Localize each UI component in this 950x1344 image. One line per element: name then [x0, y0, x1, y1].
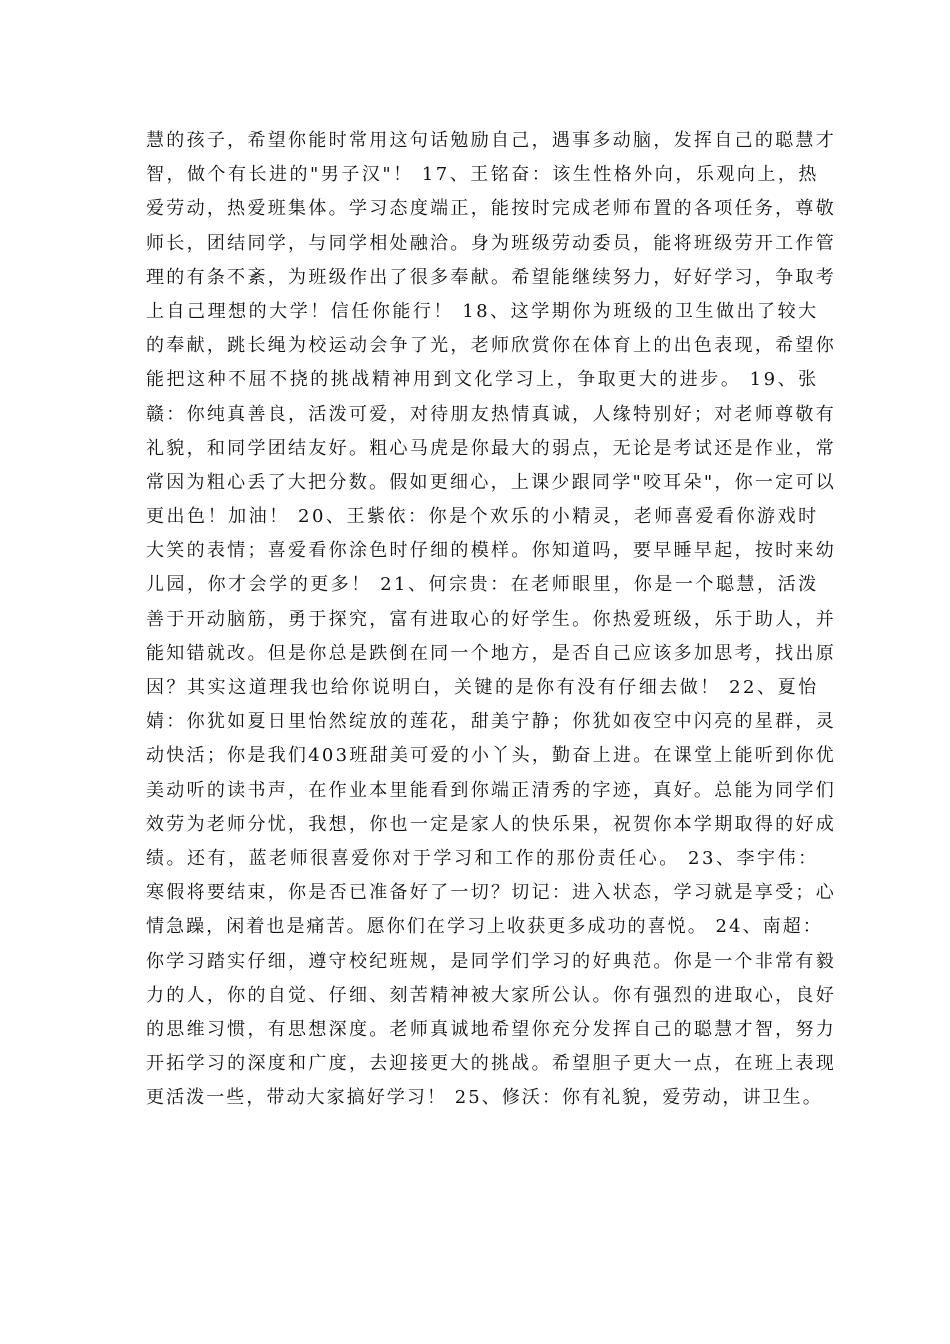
body-text — [146, 124, 836, 1115]
text-line: 礼貌，和同学团结友好。粗心马虎是你最大的弱点，无论是考试还是作业，常 — [146, 437, 836, 459]
text-line: 理的有条不紊，为班级作出了很多奉献。希望能继续努力，好好学习，争取考 — [146, 266, 836, 288]
text-line: 善于开动脑筋，勇于探究，富有进取心的好学生。你热爱班级，乐于助人，并 — [146, 608, 836, 630]
text-line: 情急躁，闲着也是痛苦。愿你们在学习上收获更多成功的喜悦。 24、南超： — [146, 916, 823, 938]
text-line: 力的人，你的自觉、仔细、刻苦精神被大家所公认。你有强烈的进取心，良好 — [146, 984, 836, 1006]
text-line: 的奉献，跳长绳为校运动会争了光，老师欣赏你在体育上的出色表现，希望你 — [146, 335, 836, 357]
text-line: 婧：你犹如夏日里怡然绽放的莲花，甜美宁静；你犹如夜空中闪亮的星群，灵 — [146, 711, 836, 733]
text-line: 美动听的读书声，在作业本里能看到你端正清秀的字迹，真好。总能为同学们 — [146, 779, 836, 801]
text-line: 动快活；你是我们403班甜美可爱的小丫头，勤奋上进。在课堂上能听到你优 — [146, 745, 836, 767]
text-line: 效劳为老师分忧，我想，你也一定是家人的快乐果，祝贺你本学期取得的好成 — [146, 813, 836, 835]
text-line: 上自己理想的大学！信任你能行！ 18、这学期你为班级的卫生做出了较大 — [146, 300, 819, 322]
text-line: 因？其实这道理我也给你说明白，关键的是你有没有仔细去做！ 22、夏怡 — [146, 677, 819, 698]
text-line: 的思维习惯，有思想深度。老师真诚地希望你充分发挥自己的聪慧才智，努力 — [146, 1018, 836, 1040]
text-line: 爱劳动，热爱班集体。学习态度端正，能按时完成老师布置的各项任务，尊敬 — [146, 198, 836, 220]
text-line: 智，做个有长进的"男子汉"！ 17、王铭奋：该生性格外向，乐观向上，热 — [146, 164, 819, 186]
text-line: 开拓学习的深度和广度，去迎接更大的挑战。希望胆子更大一点，在班上表现 — [146, 1053, 836, 1075]
text-line: 更出色！加油！ 20、王紫依：你是个欢乐的小精灵，老师喜爱看你游戏时 — [146, 506, 819, 528]
text-line: 能把这种不屈不挠的挑战精神用到文化学习上，争取更大的进步。 19、张 — [146, 369, 819, 391]
text-line: 大笑的表情；喜爱看你涂色时仔细的模样。你知道吗，要早睡早起，按时来幼 — [146, 540, 836, 562]
text-line: 寒假将要结束，你是否已准备好了一切？切记：进入状态，学习就是享受；心 — [146, 882, 836, 904]
text-line: 绩。还有，蓝老师很喜爱你对于学习和工作的那份责任心。 23、李宇伟： — [146, 847, 819, 869]
text-line: 能知错就改。但是你总是跌倒在同一个地方，是否自己应该多加思考，找出原 — [146, 642, 836, 664]
text-line: 慧的孩子，希望你能时常用这句话勉励自己，遇事多动脑，发挥自己的聪慧才 — [146, 130, 836, 151]
text-line: 儿园，你才会学的更多！ 21、何宗贵：在老师眼里，你是一个聪慧，活泼 — [146, 574, 819, 596]
text-line: 赣：你纯真善良，活泼可爱，对待朋友热情真诚，人缘特别好；对老师尊敬有 — [146, 403, 836, 425]
text-line: 师长，团结同学，与同学相处融洽。身为班级劳动委员，能将班级劳开工作管 — [146, 232, 836, 254]
text-line: 更活泼一些，带动大家搞好学习！ 25、修沃：你有礼貌，爱劳动，讲卫生。 — [146, 1087, 823, 1109]
text-line: 你学习踏实仔细，遵守校纪班规，是同学们学习的好典范。你是一个非常有毅 — [146, 950, 836, 972]
text-line: 常因为粗心丢了大把分数。假如更细心，上课少跟同学"咬耳朵"，你一定可以 — [146, 471, 836, 493]
